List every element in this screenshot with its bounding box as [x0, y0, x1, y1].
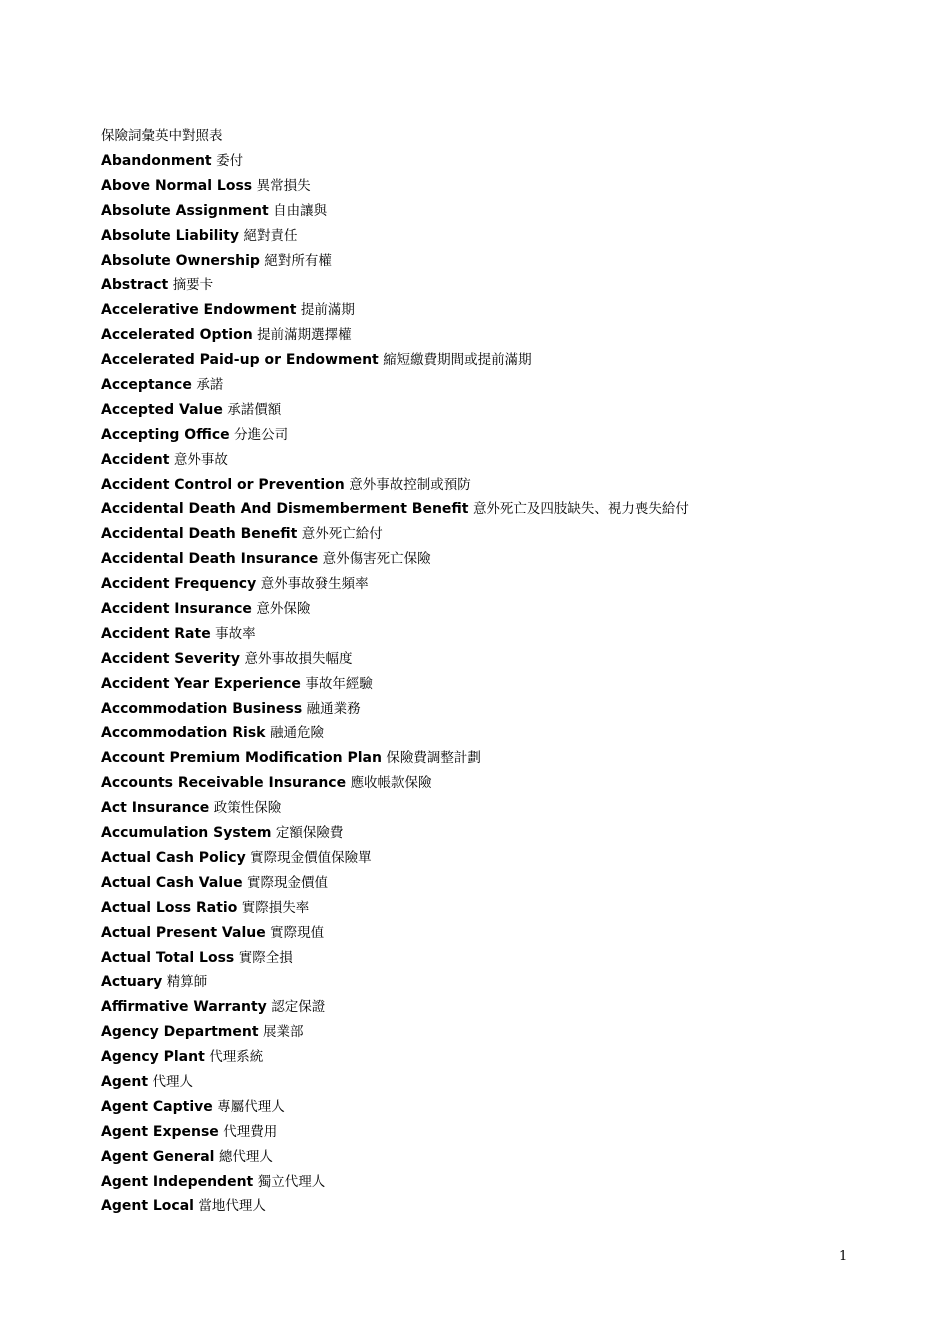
glossary-translation: 專屬代理人	[217, 1098, 285, 1115]
glossary-entry	[101, 152, 689, 177]
glossary-translation: 代理系統	[209, 1049, 264, 1066]
glossary-entry	[101, 700, 689, 725]
glossary-term: Actual Cash Value	[101, 874, 243, 891]
glossary-translation: 總代理人	[218, 1148, 273, 1165]
glossary-translation: 精算師	[166, 974, 208, 991]
glossary-entry	[101, 1073, 689, 1098]
glossary-translation: 實際全損	[238, 949, 293, 966]
glossary-term: Accelerated Paid-up or Endowment	[101, 352, 379, 369]
glossary-term: Actual Cash Policy	[101, 849, 246, 866]
glossary-term: Accidental Death Benefit	[101, 526, 298, 543]
page-number: 1	[839, 1249, 848, 1264]
glossary-entry	[101, 600, 689, 625]
glossary-translation: 應收帳款保險	[350, 775, 432, 792]
glossary-term: Agent General	[101, 1148, 215, 1165]
glossary-translation: 融通業務	[306, 700, 361, 717]
glossary-translation: 事故年經驗	[305, 675, 373, 692]
glossary-translation: 實際現值	[270, 924, 325, 941]
document-title: 保險詞彙英中對照表	[101, 128, 223, 144]
glossary-entry	[101, 625, 689, 650]
glossary-term: Accounts Receivable Insurance	[101, 775, 347, 792]
glossary-term: Agent Independent	[101, 1173, 254, 1190]
glossary-entry	[101, 650, 689, 675]
glossary-term: Agent Expense	[101, 1123, 219, 1140]
glossary-translation: 融通危險	[269, 725, 324, 742]
glossary-entry	[101, 301, 689, 326]
glossary-entry	[101, 426, 689, 451]
glossary-entry	[101, 849, 689, 874]
glossary-term: Abstract	[101, 277, 169, 294]
glossary-list	[101, 152, 689, 1222]
glossary-entry	[101, 500, 689, 525]
glossary-translation: 意外保險	[256, 601, 311, 618]
glossary-translation: 保險費調整計劃	[386, 750, 481, 767]
glossary-term: Accelerated Option	[101, 327, 253, 344]
glossary-entry	[101, 451, 689, 476]
glossary-translation: 代理人	[152, 1073, 193, 1090]
glossary-term: Accident Severity	[101, 650, 241, 667]
glossary-entry	[101, 675, 689, 700]
glossary-term: Actual Total Loss	[101, 949, 235, 966]
glossary-entry	[101, 177, 689, 202]
glossary-translation: 事故率	[215, 625, 256, 642]
glossary-translation: 認定保證	[271, 999, 326, 1016]
glossary-term: Absolute Ownership	[101, 252, 260, 269]
glossary-term: Actual Loss Ratio	[101, 899, 238, 916]
glossary-entry	[101, 774, 689, 799]
glossary-translation: 獨立代理人	[257, 1173, 326, 1190]
glossary-entry	[101, 998, 689, 1023]
glossary-term: Act Insurance	[101, 800, 210, 817]
glossary-translation: 定額保險費	[275, 825, 344, 842]
glossary-entry	[101, 276, 689, 301]
glossary-term: Agency Department	[101, 1024, 259, 1041]
glossary-entry	[101, 326, 689, 351]
glossary-term: Accident Year Experience	[101, 675, 301, 692]
glossary-translation: 實際現金價值保險單	[250, 849, 372, 866]
glossary-term: Affirmative Warranty	[101, 999, 267, 1016]
glossary-translation: 絕對責任	[243, 227, 298, 244]
glossary-term: Accumulation System	[101, 825, 272, 842]
glossary-term: Agency Plant	[101, 1049, 205, 1066]
glossary-translation: 意外事故發生頻率	[260, 576, 369, 593]
glossary-entry	[101, 575, 689, 600]
glossary-term: Abandonment	[101, 153, 212, 169]
glossary-entry	[101, 749, 689, 774]
glossary-term: Accepting Office	[101, 426, 230, 443]
glossary-translation: 意外事故控制或預防	[349, 476, 471, 493]
glossary-translation: 意外死亡給付	[301, 526, 383, 543]
glossary-term: Accident Control or Prevention	[101, 476, 345, 493]
glossary-term: Accident Rate	[101, 625, 211, 642]
glossary-translation: 實際損失率	[241, 899, 310, 916]
glossary-term: Above Normal Loss	[101, 177, 253, 194]
glossary-term: Accident	[101, 451, 170, 468]
glossary-term: Actual Present Value	[101, 924, 266, 941]
glossary-translation: 委付	[216, 153, 244, 169]
glossary-translation: 自由讓與	[273, 202, 328, 219]
glossary-term: Accidental Death And Dismemberment Benefit	[101, 501, 469, 518]
glossary-entry	[101, 1098, 689, 1123]
glossary-entry	[101, 1023, 689, 1048]
glossary-entry	[101, 724, 689, 749]
glossary-translation: 意外事故	[173, 451, 228, 468]
glossary-translation: 提前滿期	[300, 302, 355, 319]
glossary-translation: 分進公司	[234, 426, 289, 443]
glossary-entry	[101, 824, 689, 849]
glossary-term: Absolute Assignment	[101, 202, 269, 219]
glossary-term: Actuary	[101, 974, 163, 991]
glossary-entry	[101, 1148, 689, 1173]
glossary-translation: 當地代理人	[198, 1198, 266, 1215]
glossary-translation: 政策性保險	[213, 800, 282, 817]
glossary-translation: 承諾價額	[227, 401, 282, 418]
glossary-translation: 絕對所有權	[264, 252, 332, 269]
glossary-term: Accident Frequency	[101, 576, 257, 593]
glossary-term: Accepted Value	[101, 401, 223, 418]
glossary-translation: 提前滿期選擇權	[257, 327, 352, 344]
glossary-translation: 意外事故損失幅度	[244, 650, 353, 667]
glossary-entry	[101, 252, 689, 277]
glossary-term: Acceptance	[101, 377, 192, 394]
glossary-entry	[101, 401, 689, 426]
glossary-translation: 代理費用	[223, 1123, 278, 1140]
glossary-term: Agent Local	[101, 1198, 194, 1215]
glossary-entry	[101, 351, 689, 376]
glossary-translation: 意外傷害死亡保險	[322, 551, 431, 568]
glossary-entry	[101, 476, 689, 501]
glossary-entry	[101, 376, 689, 401]
glossary-entry	[101, 1173, 689, 1198]
glossary-entry	[101, 874, 689, 899]
glossary-translation: 意外死亡及四肢缺失、視力喪失給付	[472, 501, 689, 518]
glossary-entry	[101, 924, 689, 949]
glossary-translation: 摘要卡	[172, 277, 214, 294]
glossary-entry	[101, 227, 689, 252]
glossary-translation: 實際現金價值	[247, 874, 329, 891]
glossary-entry	[101, 202, 689, 227]
glossary-entry	[101, 949, 689, 974]
glossary-entry	[101, 973, 689, 998]
glossary-term: Accommodation Business	[101, 700, 303, 717]
glossary-term: Accelerative Endowment	[101, 302, 297, 319]
glossary-term: Agent Captive	[101, 1098, 213, 1115]
glossary-term: Accommodation Risk	[101, 725, 266, 742]
glossary-term: Account Premium Modification Plan	[101, 750, 382, 767]
glossary-translation: 異常損失	[256, 177, 311, 194]
glossary-entry	[101, 1197, 689, 1222]
glossary-entry	[101, 1048, 689, 1073]
glossary-entry	[101, 899, 689, 924]
glossary-translation: 展業部	[263, 1024, 304, 1041]
glossary-term: Absolute Liability	[101, 227, 240, 244]
glossary-term: Accident Insurance	[101, 601, 252, 618]
glossary-entry	[101, 525, 689, 550]
glossary-term: Agent	[101, 1073, 149, 1090]
glossary-entry	[101, 550, 689, 575]
glossary-entry	[101, 799, 689, 824]
glossary-translation: 縮短繳費期間或提前滿期	[383, 352, 532, 369]
glossary-translation: 承諾	[196, 377, 224, 394]
glossary-term: Accidental Death Insurance	[101, 551, 319, 568]
glossary-entry	[101, 1123, 689, 1148]
